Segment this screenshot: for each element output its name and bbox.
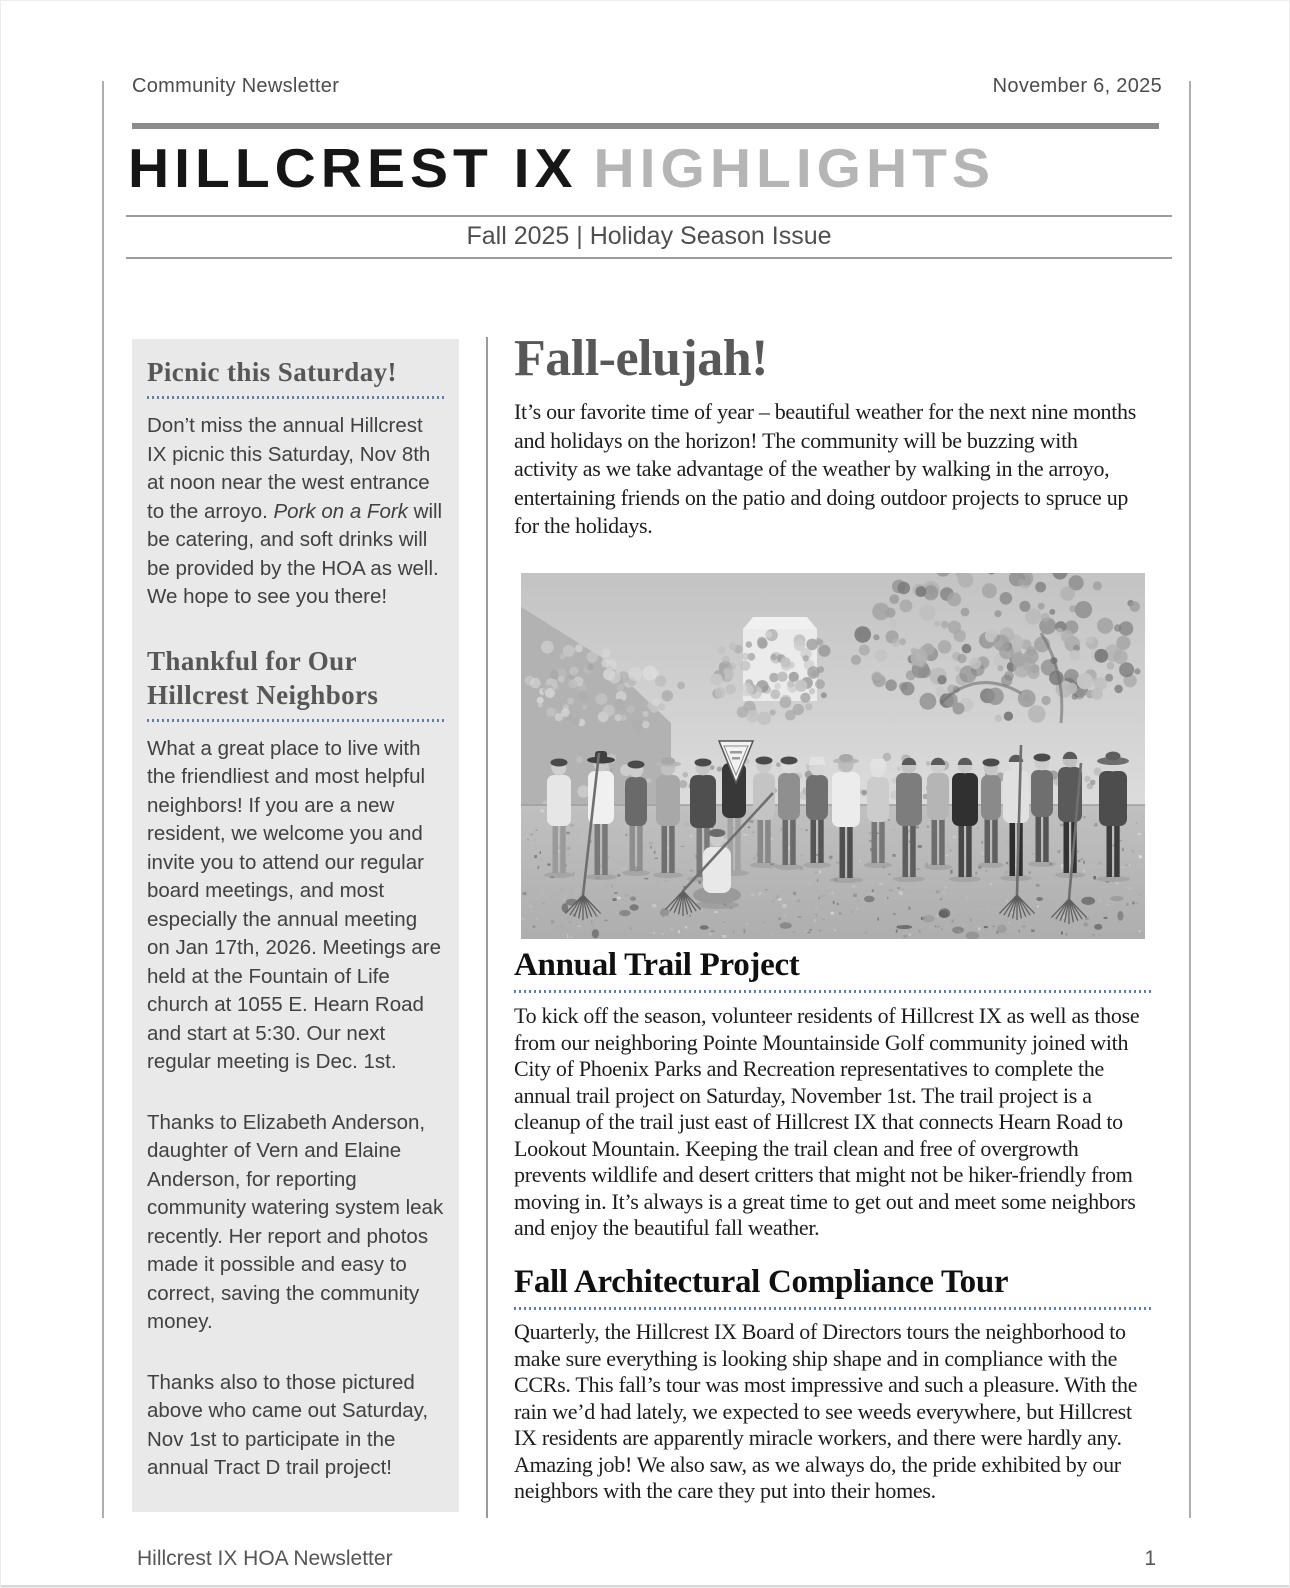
sidebar-paragraph-meetings: What a great place to live with the friendliest and most helpful neighbors! If you are a new resident, we welcome you and invite you to attend our regular board meetings, and most especially the annual meeting on Jan 17th, 2026. Meetings are held at the Fountain of Life church at 1055 E. Hearn Road and start at 5:30. Our next regular meeting is Dec. 1st. — [147, 736, 442, 1073]
sidebar-heading-thankful: Thankful for Our Hillcrest Neighbors — [147, 645, 379, 710]
lead-heading: Fall-elujah! — [514, 330, 768, 387]
newsletter-title — [128, 137, 995, 200]
title-primary: HILLCREST IX — [128, 137, 578, 200]
picnic-text-end: will be catering, and soft drinks will be provided by the HOA as well. We hope to see you there! — [147, 499, 443, 608]
issue-date: November 6, 2025 — [992, 75, 1162, 97]
page-bottom-edge — [1, 1585, 1290, 1587]
article1-heading-underline — [514, 990, 1151, 993]
photo-ground — [521, 805, 1145, 939]
footer-page-number: 1 — [1144, 1547, 1156, 1570]
sidebar-heading-picnic: Picnic this Saturday! — [147, 357, 397, 387]
trail-volunteers-photo — [521, 573, 1145, 939]
sidebar-paragraph-trail-thanks: Thanks also to those pictured above who came out Saturday, Nov 1st to participate in the annual Tract D trail project! — [147, 1370, 429, 1479]
page-left-border — [102, 81, 104, 1518]
sidebar-paragraph-picnic — [147, 412, 444, 612]
masthead-row — [132, 75, 1162, 98]
masthead-thick-rule — [132, 123, 1159, 129]
subtitle-rule-top — [126, 215, 1172, 217]
sidebar — [132, 339, 459, 1512]
sidebar-heading-underline-2 — [147, 719, 444, 722]
picnic-text-start: Don’t miss the annual Hillcrest IX picnic this Saturday, Nov 8th at noon near the west entrance to the arroyo. — [147, 414, 431, 523]
article1-paragraph: To kick off the season, volunteer residents of Hillcrest IX as well as those from our neighboring Pointe Mountainside Golf community joined with City of Phoenix Parks and Recreation representatives to complete the annual trail project on Saturday, November 1st. The trail project is a cleanup of the trail just east of Hillcrest IX that connects Hearn Road to Lookout Mountain. Keeping the trail clean and free of overgrowth prevents wildlife and desert critters that might not be hiker-friendly from moving in. It’s always is a great time to get out and meet some neighbors and enjoy the beautiful fall weather. — [514, 1003, 1140, 1240]
subtitle-rule-bottom — [126, 257, 1172, 259]
article2-heading: Fall Architectural Compliance Tour — [514, 1264, 1009, 1300]
sidebar-heading-underline — [147, 396, 444, 399]
article1-heading: Annual Trail Project — [514, 947, 800, 983]
sidebar-paragraph-anderson: Thanks to Elizabeth Anderson, daughter of Vern and Elaine Anderson, for reporting community watering system leak recently. Her report and photos made it possible and easy to correct, saving the community money. — [147, 1110, 444, 1333]
title-secondary: HIGHLIGHTS — [593, 137, 996, 200]
article2-heading-underline — [514, 1307, 1151, 1310]
issue-subtitle: Fall 2025 | Holiday Season Issue — [466, 222, 832, 250]
page-right-border — [1189, 81, 1191, 1518]
kicker: Community Newsletter — [132, 75, 340, 97]
article2-paragraph: Quarterly, the Hillcrest IX Board of Directors tours the neighborhood to make sure everything is looking ship shape and in compliance with the CCRs. This fall’s tour was most impressive and such a pleasure. With the rain we’d had lately, we expected to see weeds everywhere, but Hillcrest IX residents are apparently miracle workers, and there were hardly any. Amazing job! We also saw, as we always do, the pride exhibited by our neighbors with the care they put into their homes. — [514, 1319, 1138, 1503]
picnic-text-caterer: Pork on a Fork — [273, 499, 408, 523]
column-divider — [486, 337, 488, 1518]
lead-paragraph: It’s our favorite time of year – beautiful weather for the next nine months and holidays on the horizon! The community will be buzzing with activity as we take advantage of the weather by walking in the arroyo, entertaining friends on the patio and doing outdoor projects to spruce up for the holidays. — [514, 399, 1137, 538]
footer-title: Hillcrest IX HOA Newsletter — [137, 1547, 393, 1570]
